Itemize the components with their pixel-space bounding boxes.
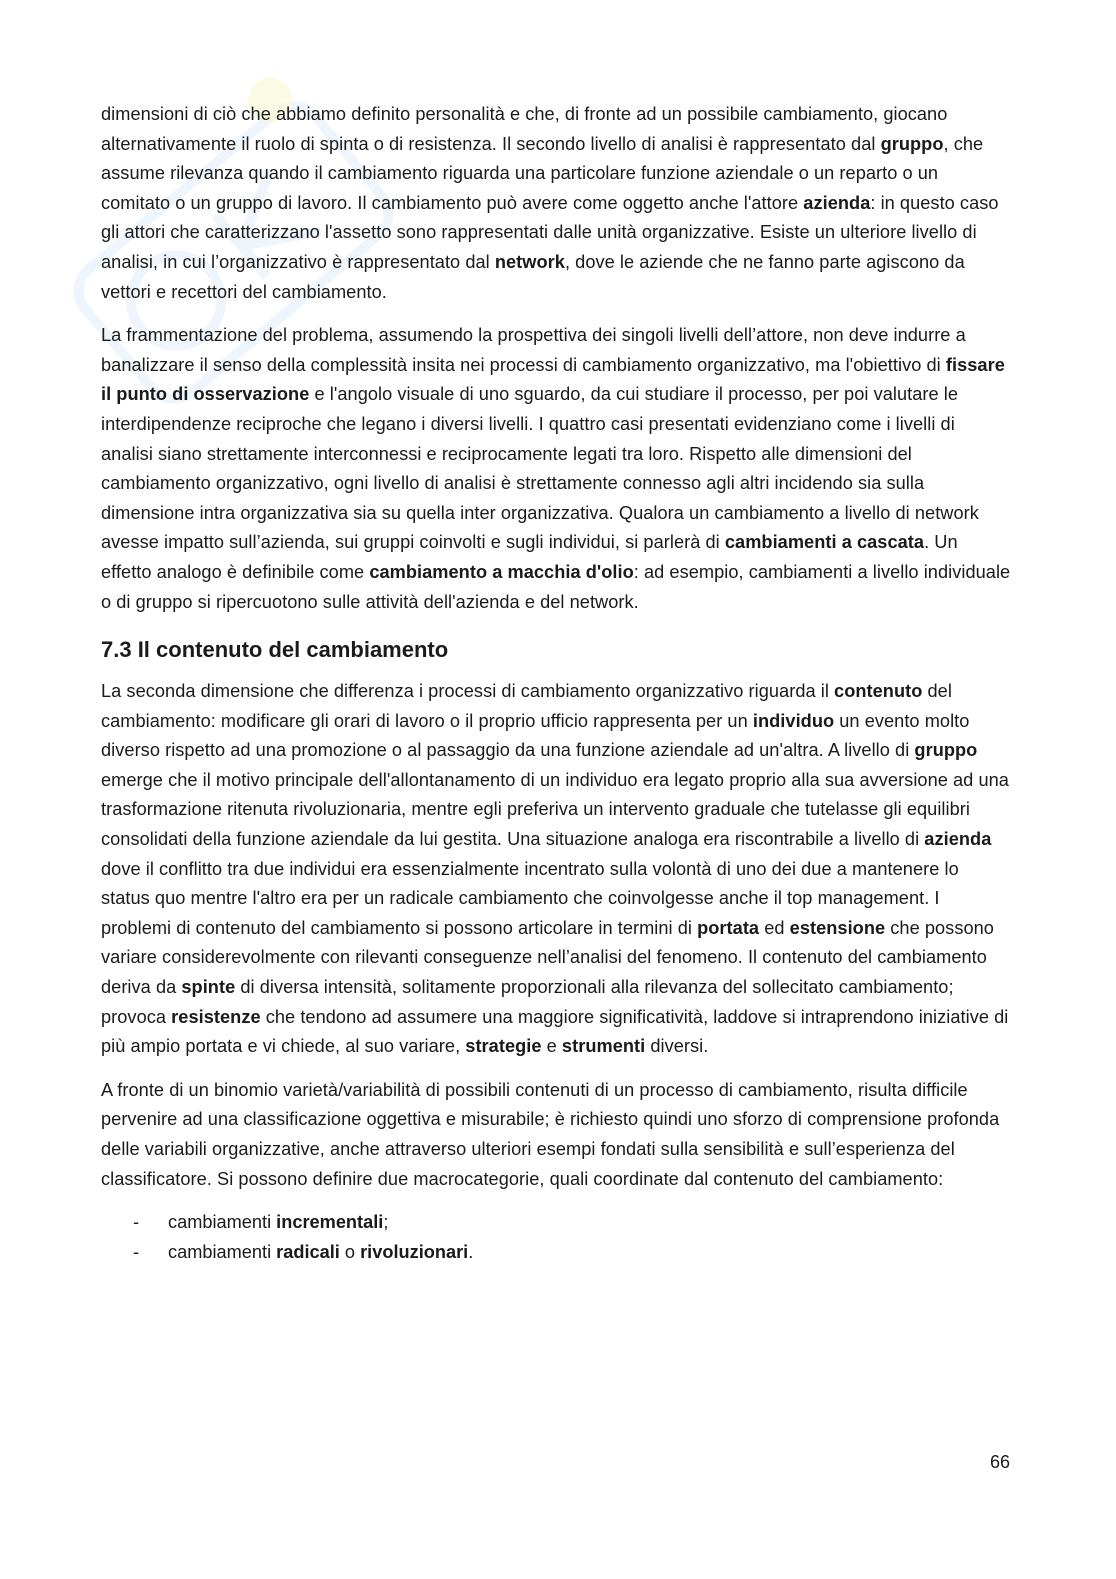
list-item: [101, 1208, 1011, 1238]
text-run: , che assume rilevanza quando il cambiamento riguarda una particolare funzione aziendale o un reparto o un comitato o un gruppo di lavoro. Il cambiamento può avere come oggetto anche l'attore: [101, 133, 984, 213]
paragraph-4: [101, 1076, 1011, 1194]
bold-term: radicali: [276, 1241, 340, 1262]
text-run: dimensioni di ciò che abbiamo definito personalità e che, di fronte ad un possibile cambiamento, giocano alternativamente il ruolo di spinta o di resistenza. Il secondo livello di analisi è rappresentato dal: [101, 104, 948, 154]
bold-term: incrementali: [276, 1212, 384, 1233]
paragraph-2: [101, 321, 1011, 617]
bold-term: portata: [697, 917, 760, 938]
document-page: [101, 100, 1011, 1267]
text-run: : in questo caso gli attori che caratterizzano l'assetto sono rappresentati dalle unità organizzative. Esiste un ulteriore livello di analisi, in cui l’organizzativo è rappresentato dal: [101, 192, 999, 272]
bold-term: contenuto: [834, 681, 923, 702]
text-run: dove il conflitto tra due individui era essenzialmente incentrato sulla volontà di uno dei due a mantenere lo status quo mentre l'altro era per un radicale cambiamento che coinvolgesse anche il top management. I problemi di contenuto del cambiamento si possono articolare in termini di: [101, 858, 959, 938]
bold-term: strategie: [465, 1036, 542, 1057]
text-run: e l'angolo visuale di uno sguardo, da cui studiare il processo, per poi valutare le interdipendenze reciproche che legano i diversi livelli. I quattro casi presentati evidenziano come i livelli di analisi siano strettamente interconnessi e reciprocamente legati tra loro. Rispetto alle dimensioni del cambiamento organizzativo, ogni livello di analisi è strettamente connesso agli altri incidendo sia sulla dimensione intra organizzativa sia su quella inter organizzativa. Qualora un cambiamento a livello di network avesse impatto sull’azienda, sui gruppi coinvolti e sugli individui, si parlerà di: [101, 384, 979, 553]
bold-term: rivoluzionari: [360, 1241, 469, 1262]
bold-term: resistenze: [171, 1006, 261, 1027]
list-item-text: [168, 1242, 473, 1262]
list-item: [101, 1238, 1011, 1268]
page-number: 66: [989, 1452, 1010, 1472]
bold-term: azienda: [803, 192, 871, 213]
paragraph-3: [101, 677, 1011, 1062]
bold-term: individuo: [752, 710, 835, 731]
bold-term: azienda: [924, 829, 992, 850]
text-run: del cambiamento: modificare gli orari di lavoro o il proprio ufficio rappresenta per un: [101, 681, 952, 731]
text-run: cambiamenti: [168, 1241, 277, 1262]
text-run: che possono variare considerevolmente con rilevanti conseguenze nell’analisi del fenomeno. Il contenuto del cambiamento deriva da: [101, 917, 994, 998]
text-run: ed: [759, 917, 790, 938]
text-run: di diversa intensità, solitamente proporzionali alla rilevanza del sollecitato cambiamento; provoca: [101, 977, 954, 1027]
bold-term: gruppo: [880, 133, 944, 154]
text-run: emerge che il motivo principale dell'allontanamento di un individuo era legato proprio alla sua avversione ad una trasformazione ritenuta rivoluzionaria, mentre egli preferiva un intervento graduale che tutelasse gli equilibri consolidati della funzione aziendale da lui gestita. Una situazione analoga era riscontrabile a livello di: [101, 769, 1009, 850]
text-run: cambiamenti: [168, 1212, 277, 1233]
bold-term: cambiamento a macchia d'olio: [369, 561, 634, 582]
text-run: e: [541, 1036, 562, 1057]
text-run: . Un effetto analogo è definibile come: [101, 532, 958, 582]
list-item-text: [168, 1212, 388, 1232]
text-run: A fronte di un binomio varietà/variabilità di possibili contenuti di un processo di cambiamento, risulta difficile pervenire ad una classificazione oggettiva e misurabile; è richiesto quindi uno sforzo di comprensione profonda delle variabili organizzative, anche attraverso ulteriori esempi fondati sulla sensibilità e sull’esperienza del classificatore. Si possono definire due macrocategorie, quali coordinate dal contenuto del cambiamento:: [101, 1079, 1000, 1189]
bold-term: cambiamenti a cascata: [724, 532, 925, 553]
paragraph-1: [101, 100, 1011, 307]
text-run: : ad esempio, cambiamenti a livello individuale o di gruppo si ripercuotono sulle attività dell'azienda e del network.: [101, 561, 1011, 612]
section-heading: 7.3 Il contenuto del cambiamento: [101, 637, 449, 663]
text-run: .: [468, 1241, 474, 1262]
text-run: o: [339, 1241, 361, 1262]
bold-term: network: [494, 251, 565, 272]
text-run: ;: [383, 1212, 389, 1233]
text-run: La seconda dimensione che differenza i processi di cambiamento organizzativo riguarda il: [101, 681, 835, 702]
dash-bullet-icon: -: [133, 1212, 140, 1233]
text-run: un evento molto diverso rispetto ad una promozione o al passaggio da una funzione aziendale ad un'altra. A livello di: [101, 710, 970, 761]
text-run: , dove le aziende che ne fanno parte agiscono da vettori e recettori del cambiamento.: [101, 251, 965, 302]
text-run: diversi.: [645, 1036, 709, 1057]
bold-term: gruppo: [914, 740, 978, 761]
text-run: che tendono ad assumere una maggiore significatività, laddove si intraprendono iniziative di più ampio portata e vi chiede, al suo variare,: [101, 1006, 1009, 1057]
dash-bullet-icon: -: [133, 1241, 140, 1262]
bold-term: fissare il punto di osservazione: [101, 354, 1005, 405]
bold-term: strumenti: [561, 1036, 646, 1057]
bold-term: spinte: [181, 977, 236, 998]
bold-term: estensione: [789, 917, 886, 938]
dash-list: [101, 1208, 1011, 1267]
text-run: La frammentazione del problema, assumendo la prospettiva dei singoli livelli dell’attore, non deve indurre a banalizzare il senso della complessità insita nei processi di cambiamento organizzativo, ma l'obiettivo di: [101, 325, 966, 375]
